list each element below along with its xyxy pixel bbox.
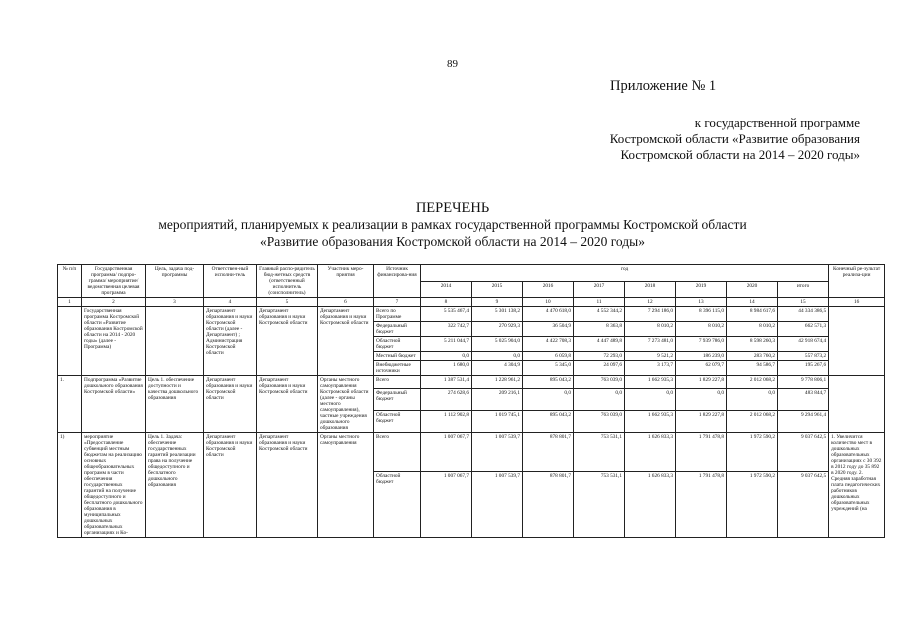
cell-value: 8 010,2 xyxy=(727,322,778,337)
cell-result: 1. Увеличится количество мест в дошкольных образовательных организациях с 30 392 в 2012 году до 35 892 в 2020 году. 2. Средняя заработная плата педагогических работников дошкольных образовательных учреждений (на xyxy=(829,433,885,538)
cell-executor: Департамент образования и науки Костромской области (далее - Департамент) ; Администрация Костромской области xyxy=(204,307,257,376)
cell-goal xyxy=(146,307,204,376)
column-number: 10 xyxy=(523,298,574,307)
cell-source: Областной бюджет xyxy=(374,337,421,352)
column-number: 13 xyxy=(676,298,727,307)
column-number: 7 xyxy=(374,298,421,307)
cell-value: 1 680,0 xyxy=(421,361,472,376)
header-num: № п/п xyxy=(58,265,82,298)
cell-executor: Департамент образования и науки Костромской области xyxy=(204,433,257,538)
cell-value: 662 571,3 xyxy=(778,322,829,337)
cell-value: 0,0 xyxy=(676,389,727,411)
header-year: 2014 xyxy=(421,281,472,298)
cell-value: 1 829 227,8 xyxy=(676,411,727,433)
program-line: Костромской области на 2014 – 2020 годы» xyxy=(620,147,860,162)
cell-value: 6 059,8 xyxy=(523,352,574,361)
cell-value: 895 043,2 xyxy=(523,411,574,433)
cell-value: 1 626 833,3 xyxy=(625,433,676,472)
cell-source: Областной бюджет xyxy=(374,472,421,538)
header-year: итого xyxy=(778,281,829,298)
header-goal: Цель, задача под-программы xyxy=(146,265,204,298)
header-year: 2015 xyxy=(472,281,523,298)
column-number-row xyxy=(58,298,885,307)
cell-value: 5 535 467,4 xyxy=(421,307,472,322)
cell-admin: Департамент образования и науки Костромской области xyxy=(257,376,318,433)
cell-num: 1) xyxy=(58,433,82,538)
cell-value: 5 345,0 xyxy=(523,361,574,376)
cell-value: 8 010,2 xyxy=(625,322,676,337)
column-number: 11 xyxy=(574,298,625,307)
cell-value: 9 521,2 xyxy=(625,352,676,361)
cell-value: 4 304,9 xyxy=(472,361,523,376)
cell-executor: Департамент образования и науки Костромской области xyxy=(204,376,257,433)
cell-value: 9 778 806,1 xyxy=(778,376,829,389)
column-number: 5 xyxy=(257,298,318,307)
cell-value: 4 447 489,8 xyxy=(574,337,625,352)
cell-result xyxy=(829,376,885,433)
column-number: 16 xyxy=(829,298,885,307)
cell-value: 3 173,7 xyxy=(625,361,676,376)
cell-value: 753 531,1 xyxy=(574,433,625,472)
cell-value: 283 760,2 xyxy=(727,352,778,361)
table-row xyxy=(58,433,885,472)
cell-source: Федеральный бюджет xyxy=(374,389,421,411)
cell-result xyxy=(829,307,885,376)
cell-admin: Департамент образования и науки Костромской области xyxy=(257,433,318,538)
header-year: 2020 xyxy=(727,281,778,298)
cell-value: 895 043,2 xyxy=(523,376,574,389)
cell-value: 72 293,0 xyxy=(574,352,625,361)
cell-value: 1 019 745,1 xyxy=(472,411,523,433)
cell-value: 8 396 115,0 xyxy=(676,307,727,322)
cell-value: 4 552 344,2 xyxy=(574,307,625,322)
cell-value: 209 216,1 xyxy=(472,389,523,411)
column-number: 12 xyxy=(625,298,676,307)
cell-participant: Органы местного самоуправления xyxy=(318,433,374,538)
document-subtitle xyxy=(0,216,905,250)
header-result: Конечный ре-зультат реализа-ции xyxy=(829,265,885,298)
cell-value: 557 873,2 xyxy=(778,352,829,361)
appendix-label: Приложение № 1 xyxy=(610,78,717,94)
cell-value: 9 294 961,4 xyxy=(778,411,829,433)
cell-program: мероприятие «Предоставление субвенций местным бюджетам на реализацию основных общеобразовательных программ в части обеспечения государственных гарантий на получение общедоступного и бесплатного дошкольного образования в муниципальных дошкольных образовательных организациях и Ко- xyxy=(82,433,146,538)
cell-value: 2 012 068,2 xyxy=(727,376,778,389)
column-number: 14 xyxy=(727,298,778,307)
cell-value: 1 007 539,7 xyxy=(472,472,523,538)
header-year-group: год xyxy=(421,265,829,282)
cell-value: 8 984 617,6 xyxy=(727,307,778,322)
cell-value: 483 844,7 xyxy=(778,389,829,411)
cell-value: 2 012 068,2 xyxy=(727,411,778,433)
cell-value: 1 228 961,2 xyxy=(472,376,523,389)
cell-value: 8 598 260,3 xyxy=(727,337,778,352)
cell-num: 1. xyxy=(58,376,82,433)
cell-value: 36 504,9 xyxy=(523,322,574,337)
cell-value: 763 039,0 xyxy=(574,376,625,389)
cell-value: 1 972 590,2 xyxy=(727,433,778,472)
subtitle-line: мероприятий, планируемых к реализации в рамках государственной программы Костромской области xyxy=(158,217,747,232)
table-header-row xyxy=(58,265,885,282)
cell-value: 0,0 xyxy=(472,352,523,361)
cell-value: 322 742,7 xyxy=(421,322,472,337)
cell-value: 5 025 904,0 xyxy=(472,337,523,352)
cell-value: 62 079,7 xyxy=(676,361,727,376)
cell-value: 0,0 xyxy=(574,389,625,411)
cell-value: 0,0 xyxy=(625,389,676,411)
header-year: 2019 xyxy=(676,281,727,298)
cell-value: 44 334 386,5 xyxy=(778,307,829,322)
program-reference xyxy=(540,115,860,163)
cell-value: 8 363,8 xyxy=(574,322,625,337)
subtitle-line: «Развитие образования Костромской области на 2014 – 2020 годы» xyxy=(260,234,645,249)
cell-value: 270 929,3 xyxy=(472,322,523,337)
document-title: ПЕРЕЧЕНЬ xyxy=(415,200,490,216)
column-number: 6 xyxy=(318,298,374,307)
program-line: Костромской области «Развитие образования xyxy=(609,131,860,146)
cell-value: 1 972 590,2 xyxy=(727,472,778,538)
column-number: 4 xyxy=(204,298,257,307)
column-number: 1 xyxy=(58,298,82,307)
cell-value: 1 387 531,4 xyxy=(421,376,472,389)
cell-value: 1 662 935,3 xyxy=(625,411,676,433)
cell-value: 195 267,6 xyxy=(778,361,829,376)
cell-value: 5 211 044,7 xyxy=(421,337,472,352)
cell-value: 1 791 478,8 xyxy=(676,433,727,472)
cell-value: 42 918 674,4 xyxy=(778,337,829,352)
cell-value: 7 939 786,0 xyxy=(676,337,727,352)
header-participant: Участник меро-приятия xyxy=(318,265,374,298)
program-line: к государственной программе xyxy=(694,115,860,130)
cell-goal: Цель 1. обеспечение доступности и качества дошкольного образования xyxy=(146,376,204,433)
cell-value: 1 626 833,3 xyxy=(625,472,676,538)
cell-value: 0,0 xyxy=(421,352,472,361)
header-program: Государственная программа/ подпро-грамма/ мероприятие/ ведомственная целевая программа xyxy=(82,265,146,298)
cell-value: 4 422 708,3 xyxy=(523,337,574,352)
column-number: 9 xyxy=(472,298,523,307)
column-number: 15 xyxy=(778,298,829,307)
header-admin: Главный распо-рядитель бюд-жетных средств (ответственный исполнитель (соисполнитель) xyxy=(257,265,318,298)
table-row xyxy=(58,307,885,322)
cell-program: Подпрограмма «Развитие дошкольного образования Костромской области» xyxy=(82,376,146,433)
cell-num xyxy=(58,307,82,376)
cell-value: 186 239,0 xyxy=(676,352,727,361)
cell-source: Внебюджетные источники xyxy=(374,361,421,376)
cell-source: Федеральный бюджет xyxy=(374,322,421,337)
column-number: 3 xyxy=(146,298,204,307)
cell-value: 9 037 642,5 xyxy=(778,472,829,538)
cell-value: 1 791 478,8 xyxy=(676,472,727,538)
cell-value: 9 037 642,5 xyxy=(778,433,829,472)
cell-source: Всего xyxy=(374,376,421,389)
cell-source: Местный бюджет xyxy=(374,352,421,361)
cell-admin: Департамент образования и науки Костромской области xyxy=(257,307,318,376)
cell-source: Всего xyxy=(374,433,421,472)
cell-value: 0,0 xyxy=(727,389,778,411)
cell-value: 94 586,7 xyxy=(727,361,778,376)
header-year: 2018 xyxy=(625,281,676,298)
cell-value: 274 628,6 xyxy=(421,389,472,411)
cell-value: 4 470 618,0 xyxy=(523,307,574,322)
cell-source: Всего по Программе xyxy=(374,307,421,322)
cell-value: 1 112 902,8 xyxy=(421,411,472,433)
cell-value: 7 273 481,0 xyxy=(625,337,676,352)
cell-value: 753 531,1 xyxy=(574,472,625,538)
cell-value: 5 301 138,2 xyxy=(472,307,523,322)
column-number: 2 xyxy=(82,298,146,307)
measures-table xyxy=(57,264,885,538)
cell-value: 1 662 935,3 xyxy=(625,376,676,389)
cell-participant: Департамент образования и науки Костромской области xyxy=(318,307,374,376)
cell-value: 1 829 227,8 xyxy=(676,376,727,389)
cell-value: 878 801,7 xyxy=(523,472,574,538)
cell-value: 24 097,6 xyxy=(574,361,625,376)
cell-program: Государственная программа Костромской области «Развитие образования Костромской области на 2014 - 2020 годы» (далее - Программа) xyxy=(82,307,146,376)
cell-value: 7 294 186,0 xyxy=(625,307,676,322)
header-source: Источник финансирова-ния xyxy=(374,265,421,298)
header-year: 2016 xyxy=(523,281,574,298)
page-number: 89 xyxy=(447,58,458,70)
cell-source: Областной бюджет xyxy=(374,411,421,433)
cell-value: 1 007 539,7 xyxy=(472,433,523,472)
header-year: 2017 xyxy=(574,281,625,298)
table-row xyxy=(58,376,885,389)
cell-value: 8 010,2 xyxy=(676,322,727,337)
cell-value: 763 039,0 xyxy=(574,411,625,433)
cell-value: 878 801,7 xyxy=(523,433,574,472)
cell-goal: Цель 1. Задача: обеспечение государственных гарантий реализации права на получение общедоступного и бесплатного дошкольного образования xyxy=(146,433,204,538)
cell-participant: Органы местного самоуправления Костромской области (далее - органы местного самоуправления), частные учреждения дошкольного образования xyxy=(318,376,374,433)
header-executor: Ответствен-ный исполни-тель xyxy=(204,265,257,298)
cell-value: 1 007 067,7 xyxy=(421,433,472,472)
column-number: 8 xyxy=(421,298,472,307)
cell-value: 1 007 067,7 xyxy=(421,472,472,538)
cell-value: 0,0 xyxy=(523,389,574,411)
